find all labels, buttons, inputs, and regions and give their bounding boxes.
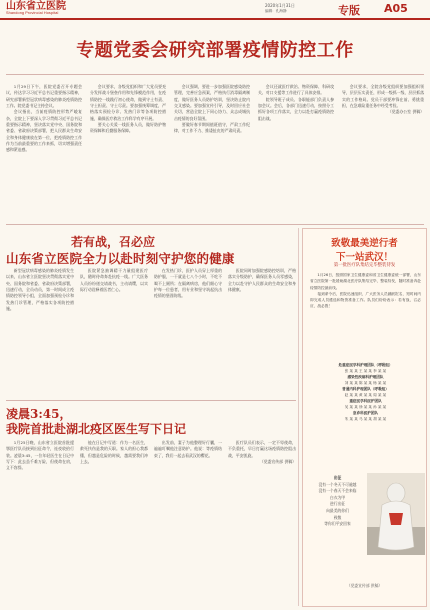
team-group-5: 急诊科医护团队 <box>352 411 379 415</box>
sidebar-body <box>310 272 421 310</box>
article3-col-4-p1: 医疗队员们表示，一定不辱使命，不负重托，早日打赢这场疫情防控阻击战，平安凯旋。 <box>228 440 296 458</box>
team-members-1: 张 某 某 王 某 某 李 某 某 <box>344 368 387 373</box>
team-list <box>310 362 421 423</box>
logo-cn: 山东省立医院 <box>6 1 66 12</box>
article3-col-2-p1: 他在日记中写道：作为一名医生，救死扶伤是我的天职。家人的担心我都懂，但越是危险的时候，越需要我们冲上去。 <box>80 440 148 465</box>
article2-col-2-p1: 医院紧急抽调精干力量组建医疗队，随时待命奔赴抗疫一线。广大医务人员纷纷递交请战书，主动请缨，以实际行动诠释着医者仁心。 <box>80 268 148 293</box>
editor-line: 编辑：孔海静 <box>265 9 287 13</box>
sidebar-subtitle: 第一批医疗队集结完毕整装待发 <box>333 263 396 268</box>
figure-red-mark <box>389 513 403 525</box>
sidebar-box <box>302 228 427 607</box>
article3-byline: （党委宣传部 供稿） <box>259 459 296 465</box>
article1-col-5 <box>342 84 424 220</box>
article1-col-4-p2: 院领导班子成员、各职能部门负责人参加会议。会后，各部门迅速行动，按照分工抓好各项工作落实，全力以赴打赢疫情防控阻击战。 <box>258 96 334 121</box>
article3-headline-line2: 我院首批赴湖北疫区医生写下日记 <box>6 422 187 436</box>
poem-line: 逆行出征 <box>329 501 346 507</box>
masthead <box>0 0 430 20</box>
article2-col-3 <box>154 268 222 398</box>
article2-headline: 山东省立医院全力以赴时刻守护您的健康 <box>6 251 235 266</box>
article1-col-3-p1: 会议强调，要进一步加强医院感染防控管理，完善应急预案，严格执行消毒隔离制度，做好医务人员防护培训，坚决防止院内交叉感染。要加强宣传引导，及时回应社会关切，营造全院上下同心协力、众志成城抗击疫情的良好氛围。 <box>174 84 250 121</box>
article3-col-2 <box>80 440 148 606</box>
team-group-4: 重症医学科医护团队 <box>349 399 382 403</box>
article1-col-4 <box>258 84 334 220</box>
team-group-1: 危重症医学科护理团队（呼吸组） <box>338 363 393 367</box>
article2-col-1 <box>6 268 74 398</box>
hospital-logo <box>6 2 66 16</box>
figure-protective-suit <box>378 501 414 550</box>
article1-col-1 <box>6 84 82 220</box>
team-group-2: 感染性疾病科护理团队 <box>347 375 384 379</box>
team-members-3: 赵 某 某 黄 某 某 周 某 某 <box>344 392 387 397</box>
team-members-5: 朱 某 某 马 某 某 胡 某 某 <box>344 416 387 421</box>
article3-headline-line1: 凌晨3:45， <box>6 407 72 421</box>
poem-line: 等你们平安回家 <box>324 521 351 527</box>
issue-date: 2020年1月31日 <box>265 3 295 8</box>
article1-col-2-p1: 会议要求，各级党组织和广大党员要充分发挥战斗堡垒作用和先锋模范作用，在疫情防控一线践行初心使命，做到守土有责、守土担责、守土尽责。要加强统筹调度，严格落实预检分诊、发热门诊等各项防控措施，确保医疗救治工作科学有序开展。 <box>90 84 166 121</box>
article2-col-3-p1: 在发热门诊，医护人员穿上厚重的防护服，一干就是七八个小时，不吃不喝不上厕所；在隔离病房，他们细心守护每一位患者，用专业和坚守筑起抗击疫情的坚固防线。 <box>154 268 222 299</box>
article1-byline: （党委办公室 供稿） <box>387 109 424 115</box>
sidebar-headline-2: 下一站武汉！ <box>335 252 393 263</box>
sidebar-divider <box>298 228 299 606</box>
article3-col-3 <box>154 440 222 606</box>
article2-col-2 <box>80 268 148 398</box>
article1-col-3 <box>174 84 250 220</box>
team-members-4: 吴 某 某 徐 某 某 孙 某 某 <box>344 404 387 409</box>
article3-col-4 <box>228 440 296 606</box>
article1-col-2-p2: 要关心关爱一线医务人员，做好防护物资保障和后勤服务保障。 <box>90 122 166 134</box>
section-name: 专版 <box>338 4 360 17</box>
poem-title: 出征 <box>333 475 342 480</box>
article3-col-3-p1: 出发前，妻子为他整理好行囊，一遍遍叮嘱他注意防护。他说：等疫情结束了，我们一起去看武汉的樱花。 <box>154 440 222 458</box>
article1-col-1-p1: 1月29日下午，医院党委召开专题会议，传达学习习近平总书记重要指示精神，研究部署新型冠状病毒感染的肺炎疫情防控工作。院党委书记主持会议。 <box>6 84 82 109</box>
article2-kicker: 若有战，召必应 <box>71 235 156 249</box>
sidebar-headline-1: 致敬最美逆行者 <box>331 238 398 249</box>
section-divider-1 <box>6 224 424 225</box>
logo-en: Shandong Provincial Hospital <box>6 11 59 15</box>
page-number: A05 <box>384 2 408 15</box>
team-members-2: 刘 某 某 陈 某 某 杨 某 某 <box>344 380 387 385</box>
article2-col-1-p1: 新型冠状病毒感染的肺炎疫情发生以来，山东省立医院坚决贯彻落实党中央、国务院和省委、省政府决策部署，迅速行动，全员动员，第一时间成立疫情防控领导小组，全面加强预检分诊和发热门诊管理，严格落实各项防控措施。 <box>6 268 74 312</box>
article2-col-4-p1: 医院同时加强院感防控培训，严格落实分级防护，确保医务人员零感染，全力以赴守护人民群众的生命安全和身体健康。 <box>228 268 296 293</box>
sidebar-byline: （党委宣传部 供稿） <box>346 583 383 588</box>
article3-col-1 <box>6 440 74 606</box>
article1-col-4-p1: 会议还就医疗救治、物资保障、科研攻关、对口支援等工作进行了具体安排。 <box>258 84 334 96</box>
section-divider-2 <box>6 400 296 401</box>
sidebar-para-2: 接到命令后，医院迅速组织，广大医务人员踊跃报名，短时间内即完成人员遴选和物资准备工作。队员们纷纷表示：若有战，召必应，战必胜！ <box>310 291 421 309</box>
poem-line: 白衣为甲 <box>329 494 346 500</box>
sidebar-para-1: 1月26日，按照国家卫生健康委和省卫生健康委统一部署，山东省立医院第一批援助湖北医疗队集结完毕，整装待发，随时准备奔赴疫情防控最前线。 <box>310 273 421 290</box>
poem-line: 致敬 <box>333 514 342 520</box>
poem-line: 向最美的你们 <box>326 507 349 513</box>
poem-line: 没有一个春天不会来临 <box>318 488 357 494</box>
article2-col-4 <box>228 268 296 398</box>
figure-hood <box>387 483 405 503</box>
poem-line: 没有一个冬天不可逾越 <box>318 481 357 487</box>
medical-worker-photo <box>367 473 425 555</box>
article1-col-3-p2: 要做好春节期间值班值守，严肃工作纪律，对工作不力、推诿扯皮的严肃问责。 <box>174 122 250 134</box>
article1-col-1-p2: 会议指出，当前疫情防控形势严峻复杂，全院上下要深入学习贯彻习近平总书记重要指示精神，坚决落实党中央、国务院和省委、省政府决策部署，把人民群众生命安全和身体健康放在第一位，把疫情防控工作作为当前最重要的工作来抓，切实增强责任感和紧迫感。 <box>6 109 82 153</box>
poem <box>310 475 365 528</box>
team-group-3: 普通内科护理团队（呼吸组） <box>342 387 389 391</box>
article1-col-5-p1: 会议要求，全院各级党组织要加强组织领导，层层压实责任，形成一级抓一级、层层抓落实的工作格局。党员干部要冲锋在前、勇挑重担，在急难险重任务中经受考验。 <box>342 84 424 109</box>
headline-rule <box>6 74 424 75</box>
article1-col-2 <box>90 84 166 220</box>
article3-col-1-p1: 1月25日晚，山东省立医院首批援鄂医疗队员接到出征命令，连夜收拾行装。凌晨3:45，一位年轻医生在日记中写下：此去虽千难万险，但使命在肩，义不容辞。 <box>6 440 74 471</box>
article1-headline: 专题党委会研究部署疫情防控工作 <box>76 40 354 61</box>
